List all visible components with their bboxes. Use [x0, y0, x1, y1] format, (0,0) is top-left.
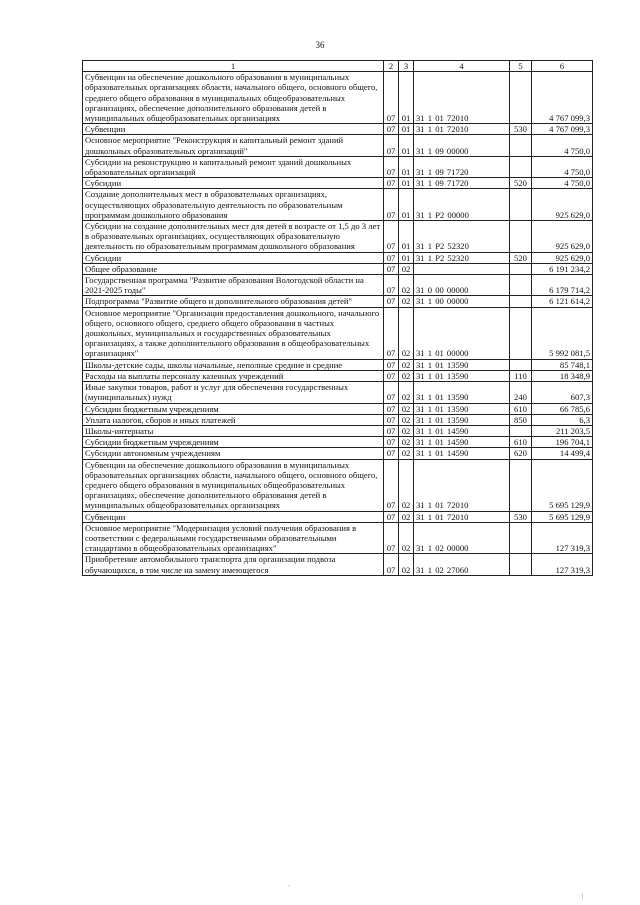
row-subsection: 02 — [399, 511, 414, 522]
row-expense-type: 110 — [510, 370, 532, 381]
row-expense-type: 850 — [510, 414, 532, 425]
row-subsection: 01 — [399, 189, 414, 221]
header-name: 1 — [83, 61, 384, 72]
row-target-article: 31 1 01 13590 — [414, 414, 510, 425]
row-expense-type — [510, 307, 532, 359]
row-expense-type — [510, 425, 532, 436]
row-expense-type — [510, 522, 532, 554]
row-target-article: 31 1 01 72010 — [414, 72, 510, 124]
row-amount: 211 203,5 — [532, 425, 593, 436]
table-row — [83, 403, 593, 414]
row-name: Подпрограмма "Развитие общего и дополнительного образования детей" — [83, 296, 384, 307]
row-name: Основное мероприятие "Модернизация условий получения образования в соответствии с федеральными государственными образовательными стандартами в общеобразовательных организациях" — [83, 522, 384, 554]
row-subsection: 02 — [399, 414, 414, 425]
row-amount: 5 992 081,5 — [532, 307, 593, 359]
row-section: 07 — [384, 252, 399, 263]
row-expense-type: 520 — [510, 252, 532, 263]
row-amount: 5 695 129,9 — [532, 511, 593, 522]
row-name: Субсидии бюджетным учреждениям — [83, 437, 384, 448]
row-subsection: 02 — [399, 275, 414, 296]
row-target-article: 31 1 09 71720 — [414, 156, 510, 177]
row-section: 07 — [384, 359, 399, 370]
table-row — [83, 189, 593, 221]
table-row — [83, 275, 593, 296]
row-expense-type — [510, 554, 532, 575]
row-section: 07 — [384, 382, 399, 403]
row-subsection: 01 — [399, 72, 414, 124]
row-name: Иные закупки товаров, работ и услуг для обеспечения государственных (муниципальных) нужд — [83, 382, 384, 403]
table-row — [83, 359, 593, 370]
row-expense-type: 520 — [510, 178, 532, 189]
row-expense-type: 610 — [510, 403, 532, 414]
header-section: 2 — [384, 61, 399, 72]
row-section: 07 — [384, 296, 399, 307]
header-amount: 6 — [532, 61, 593, 72]
row-name: Субсидии бюджетным учреждениям — [83, 403, 384, 414]
row-subsection: 02 — [399, 437, 414, 448]
table-row — [83, 252, 593, 263]
row-target-article: 31 1 P2 00000 — [414, 189, 510, 221]
row-subsection: 01 — [399, 124, 414, 135]
row-expense-type — [510, 156, 532, 177]
table-row — [83, 263, 593, 274]
row-section: 07 — [384, 72, 399, 124]
row-subsection: 01 — [399, 221, 414, 253]
row-section: 07 — [384, 221, 399, 253]
row-name: Субвенции — [83, 124, 384, 135]
row-subsection: 02 — [399, 554, 414, 575]
row-name: Субсидии — [83, 252, 384, 263]
row-amount: 85 748,1 — [532, 359, 593, 370]
row-target-article: 31 1 01 14590 — [414, 437, 510, 448]
row-subsection: 02 — [399, 459, 414, 511]
row-amount: 925 629,0 — [532, 252, 593, 263]
row-target-article: 31 1 02 00000 — [414, 522, 510, 554]
table-row — [83, 511, 593, 522]
header-expense-type: 5 — [510, 61, 532, 72]
row-amount: 14 499,4 — [532, 448, 593, 459]
row-name: Субвенции на обеспечение дошкольного образования в муниципальных образовательных организациях области, начального общего, основного общего, среднего общего образования в муниципальных общеобразовательных организациях, обеспечение дополнительного образования детей в муниципальных общеобразовательных организациях — [83, 459, 384, 511]
table-row — [83, 178, 593, 189]
row-section: 07 — [384, 554, 399, 575]
row-section: 07 — [384, 511, 399, 522]
row-section: 07 — [384, 156, 399, 177]
row-expense-type: 240 — [510, 382, 532, 403]
row-name: Приобретение автомобильного транспорта для организации подвоза обучающихся, в том числе на замену имеющегося — [83, 554, 384, 575]
row-target-article: 31 1 01 00000 — [414, 307, 510, 359]
row-name: Субвенции — [83, 511, 384, 522]
row-subsection: 01 — [399, 178, 414, 189]
row-subsection: 02 — [399, 370, 414, 381]
row-section: 07 — [384, 189, 399, 221]
row-subsection: 02 — [399, 296, 414, 307]
row-section: 07 — [384, 178, 399, 189]
budget-table — [82, 60, 593, 576]
row-amount: 6 179 714,2 — [532, 275, 593, 296]
row-section: 07 — [384, 414, 399, 425]
table-row — [83, 414, 593, 425]
table-row — [83, 296, 593, 307]
table-row — [83, 459, 593, 511]
row-name: Субсидии — [83, 178, 384, 189]
table-row — [83, 522, 593, 554]
row-subsection: 01 — [399, 252, 414, 263]
row-section: 07 — [384, 370, 399, 381]
row-target-article: 31 1 01 72010 — [414, 511, 510, 522]
table-row — [83, 554, 593, 575]
row-name: Субсидии автономным учреждениям — [83, 448, 384, 459]
table-row — [83, 425, 593, 436]
table-row — [83, 135, 593, 156]
row-expense-type: 530 — [510, 511, 532, 522]
row-target-article: 31 1 P2 52320 — [414, 252, 510, 263]
row-target-article: 31 1 01 13590 — [414, 403, 510, 414]
row-section: 07 — [384, 124, 399, 135]
row-amount: 127 319,3 — [532, 554, 593, 575]
row-expense-type — [510, 221, 532, 253]
row-section: 07 — [384, 307, 399, 359]
row-target-article: 31 1 01 72010 — [414, 124, 510, 135]
row-name: Школы-интернаты — [83, 425, 384, 436]
row-amount: 18 348,9 — [532, 370, 593, 381]
row-section: 07 — [384, 425, 399, 436]
row-name: Общее образование — [83, 263, 384, 274]
row-name: Субвенции на обеспечение дошкольного образования в муниципальных образовательных организациях области, начального общего, основного общего, среднего общего образования в муниципальных общеобразовательных организациях, обеспечение дополнительного образования детей в муниципальных общеобразовательных организациях — [83, 72, 384, 124]
row-amount: 127 319,3 — [532, 522, 593, 554]
row-subsection: 02 — [399, 425, 414, 436]
row-expense-type — [510, 359, 532, 370]
row-target-article: 31 0 00 00000 — [414, 275, 510, 296]
scan-mark: . — [288, 880, 290, 888]
row-subsection: 02 — [399, 307, 414, 359]
table-row — [83, 448, 593, 459]
row-expense-type — [510, 459, 532, 511]
row-target-article: 31 1 01 13590 — [414, 359, 510, 370]
row-name: Основное мероприятие "Организация предоставления дошкольного, начального общего, основного общего, среднего общего образования в частных дошкольных, муниципальных и государственных образовательных организациях, а также дополнительного образования в общеобразовательных организациях" — [83, 307, 384, 359]
row-section: 07 — [384, 448, 399, 459]
row-target-article: 31 1 09 71720 — [414, 178, 510, 189]
page-number: 36 — [315, 40, 325, 50]
row-amount: 6,3 — [532, 414, 593, 425]
row-section: 07 — [384, 263, 399, 274]
row-subsection: 02 — [399, 359, 414, 370]
row-expense-type — [510, 135, 532, 156]
row-amount: 196 704,1 — [532, 437, 593, 448]
row-amount: 6 191 234,2 — [532, 263, 593, 274]
row-section: 07 — [384, 437, 399, 448]
row-amount: 4 750,0 — [532, 156, 593, 177]
row-name: Субсидии на реконструкцию и капитальный ремонт зданий дошкольных образовательных организаций — [83, 156, 384, 177]
table-header-row — [83, 61, 593, 72]
table-row — [83, 382, 593, 403]
row-amount: 607,3 — [532, 382, 593, 403]
row-target-article: 31 1 01 72010 — [414, 459, 510, 511]
row-target-article: 31 1 01 13590 — [414, 382, 510, 403]
row-section: 07 — [384, 275, 399, 296]
row-amount: 925 629,0 — [532, 189, 593, 221]
row-expense-type: 610 — [510, 437, 532, 448]
row-subsection: 01 — [399, 135, 414, 156]
row-target-article: 31 1 P2 52320 — [414, 221, 510, 253]
row-amount: 5 695 129,9 — [532, 459, 593, 511]
table-row — [83, 156, 593, 177]
row-amount: 4 767 099,3 — [532, 124, 593, 135]
row-name: Субсидии на создание дополнительных мест для детей в возрасте от 1,5 до 3 лет в образовательных организациях, осуществляющих образовательную деятельность по образовательным программам дошкольного образования — [83, 221, 384, 253]
row-subsection: 02 — [399, 382, 414, 403]
row-target-article: 31 1 01 13590 — [414, 370, 510, 381]
table-row — [83, 370, 593, 381]
row-target-article: 31 1 01 14590 — [414, 448, 510, 459]
header-target-article: 4 — [414, 61, 510, 72]
scan-mark: | — [582, 892, 584, 900]
row-target-article — [414, 263, 510, 274]
row-amount: 925 629,0 — [532, 221, 593, 253]
row-expense-type — [510, 296, 532, 307]
row-subsection: 02 — [399, 522, 414, 554]
row-amount: 6 121 614,2 — [532, 296, 593, 307]
row-expense-type: 620 — [510, 448, 532, 459]
header-subsection: 3 — [399, 61, 414, 72]
table-row — [83, 221, 593, 253]
row-expense-type — [510, 263, 532, 274]
row-target-article: 31 1 02 27060 — [414, 554, 510, 575]
row-subsection: 01 — [399, 156, 414, 177]
row-name: Создание дополнительных мест в образовательных организациях, осуществляющих образовательную деятельность по образовательным программам дошкольного образования — [83, 189, 384, 221]
row-section: 07 — [384, 403, 399, 414]
row-section: 07 — [384, 135, 399, 156]
row-subsection: 02 — [399, 448, 414, 459]
row-name: Государственная программа "Развитие образования Вологодской области на 2021-2025 годы" — [83, 275, 384, 296]
row-target-article: 31 1 00 00000 — [414, 296, 510, 307]
row-section: 07 — [384, 459, 399, 511]
row-name: Уплата налогов, сборов и иных платежей — [83, 414, 384, 425]
table-row — [83, 437, 593, 448]
row-subsection: 02 — [399, 263, 414, 274]
row-name: Основное мероприятие "Реконструкция и капитальный ремонт зданий дошкольных образовательных организаций" — [83, 135, 384, 156]
row-target-article: 31 1 09 00000 — [414, 135, 510, 156]
row-expense-type: 530 — [510, 124, 532, 135]
row-amount: 66 785,6 — [532, 403, 593, 414]
table-row — [83, 72, 593, 124]
table-row — [83, 307, 593, 359]
row-expense-type — [510, 72, 532, 124]
row-expense-type — [510, 275, 532, 296]
row-section: 07 — [384, 522, 399, 554]
row-target-article: 31 1 01 14590 — [414, 425, 510, 436]
row-amount: 4 767 099,3 — [532, 72, 593, 124]
row-subsection: 02 — [399, 403, 414, 414]
row-name: Расходы на выплаты персоналу казенных учреждений — [83, 370, 384, 381]
row-amount: 4 750,0 — [532, 178, 593, 189]
row-name: Школы-детские сады, школы начальные, неполные средние и средние — [83, 359, 384, 370]
row-amount: 4 750,0 — [532, 135, 593, 156]
row-expense-type — [510, 189, 532, 221]
table-row — [83, 124, 593, 135]
